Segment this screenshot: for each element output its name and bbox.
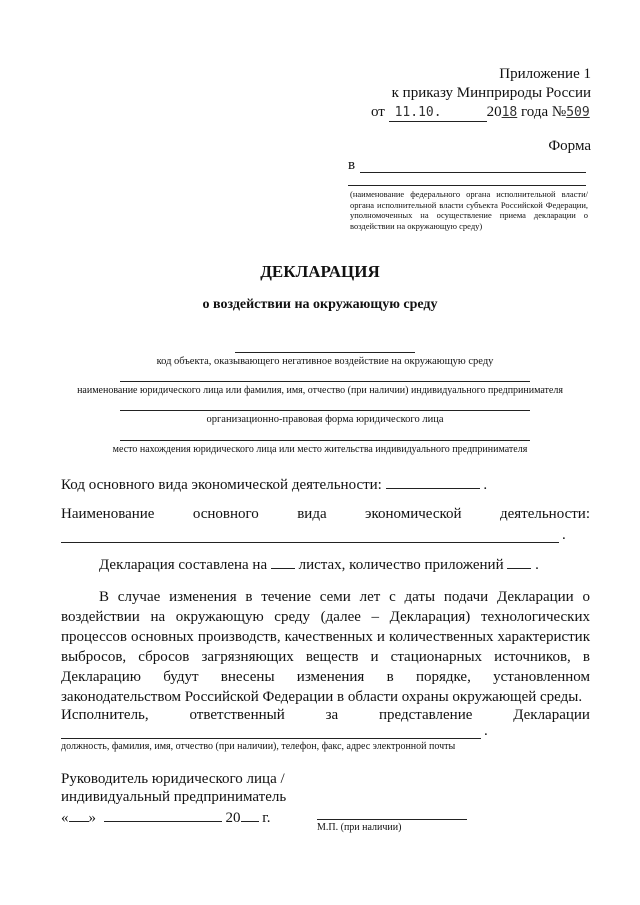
signature-year-suffix: г. xyxy=(262,810,271,826)
entity-name-caption: наименование юридического лица или фамилия, имя, отчество (при наличии) индивидуального предпринимателя xyxy=(77,385,563,396)
order-date-line xyxy=(371,104,590,122)
sheets-row xyxy=(99,554,539,574)
number-handwritten: 509 xyxy=(566,105,590,120)
activity-code-end: . xyxy=(483,477,488,493)
object-code-line[interactable] xyxy=(235,352,415,353)
recipient-line[interactable] xyxy=(360,172,586,173)
activity-code-row xyxy=(61,474,487,494)
year-suffix: года xyxy=(521,104,549,120)
activity-word-1: Наименование xyxy=(61,506,155,522)
paragraph-line-4: выбросов, сбросов загрязняющих веществ и стационарных источников, в xyxy=(61,649,590,665)
date-prefix: от xyxy=(371,104,385,120)
changes-paragraph xyxy=(61,587,590,707)
location-line[interactable] xyxy=(120,440,530,441)
activity-code-field[interactable] xyxy=(386,474,480,489)
executor-end: . xyxy=(484,723,488,739)
location-caption: место нахождения юридического лица или место жительства индивидуального предпринимателя xyxy=(112,444,528,455)
executor-word-1: Исполнитель, xyxy=(61,707,149,723)
activity-name-line[interactable] xyxy=(61,542,559,543)
legal-form-caption: организационно-правовая форма юридического лица xyxy=(206,414,444,425)
form-label: Форма xyxy=(548,138,591,154)
activity-name-end: . xyxy=(562,527,566,543)
date-handwritten: 11.10. xyxy=(394,105,442,120)
sheets-text-2: листах, количество приложений xyxy=(298,557,504,573)
quote-close: » xyxy=(88,810,96,826)
entity-name-line[interactable] xyxy=(120,381,530,382)
sheets-end: . xyxy=(535,557,539,573)
activity-word-5: деятельности: xyxy=(499,506,590,522)
activity-word-4: экономической xyxy=(365,506,462,522)
recipient-prefix: в xyxy=(348,157,356,173)
day-field[interactable] xyxy=(69,807,89,822)
paragraph-line-2: воздействии на окружающую среду (далее – Декларация) технологических xyxy=(61,609,590,625)
signature-date-row xyxy=(61,807,270,827)
year-field[interactable] xyxy=(241,807,259,822)
object-code-caption: код объекта, оказывающего негативное воздействие на окружающую среду xyxy=(156,356,494,367)
date-field[interactable] xyxy=(389,104,487,122)
executor-word-4: представление xyxy=(378,707,473,723)
year-handwritten: 18 xyxy=(501,105,518,120)
paragraph-line-1: В случае изменения в течение семи лет с даты подачи Декларации о xyxy=(99,589,590,605)
signature-field[interactable] xyxy=(317,819,467,820)
executor-word-5: Декларации xyxy=(513,707,590,723)
stamp-caption: М.П. (при наличии) xyxy=(317,822,402,833)
attachments-count-field[interactable] xyxy=(507,554,531,569)
number-label: № xyxy=(551,104,567,120)
document-subtitle: о воздействии на окружающую среду xyxy=(202,297,438,312)
signature-year: 20 xyxy=(225,810,241,826)
recipient-line-2[interactable] xyxy=(348,185,586,186)
signature-line-1: Руководитель юридического лица / xyxy=(61,771,285,787)
paragraph-line-5: Декларацию будут внесены изменения в порядке, установленном xyxy=(61,669,590,685)
legal-form-line[interactable] xyxy=(120,410,530,411)
executor-line[interactable] xyxy=(61,738,481,739)
paragraph-line-3: процессов основных производств, качественных и количественных характеристик xyxy=(61,629,590,645)
appendix-label: Приложение 1 xyxy=(499,66,591,82)
order-reference: к приказу Минприроды России xyxy=(391,85,591,101)
activity-code-label: Код основного вида экономической деятельности: xyxy=(61,477,382,493)
month-field[interactable] xyxy=(104,807,222,822)
signature-line-2: индивидуальный предприниматель xyxy=(61,789,287,805)
recipient-caption: (наименование федерального органа исполнительной власти/ органа исполнительной власти субъекта Российской Федерации, уполномоченных на осуществление приема декларации о воздействии на окружающую среду) xyxy=(350,189,588,231)
paragraph-line-6: законодательством Российской Федерации в области охраны окружающей среды. xyxy=(61,689,583,705)
quote-open: « xyxy=(61,810,69,826)
year-prefix: 20 xyxy=(486,104,502,120)
sheets-text-1: Декларация составлена на xyxy=(99,557,268,573)
activity-word-2: основного xyxy=(192,506,259,522)
executor-row xyxy=(61,707,590,724)
executor-word-3: за xyxy=(325,707,339,723)
sheets-count-field[interactable] xyxy=(271,554,295,569)
document-title: ДЕКЛАРАЦИЯ xyxy=(260,262,380,281)
activity-word-3: вида xyxy=(297,506,327,522)
executor-caption: должность, фамилия, имя, отчество (при наличии), телефон, факс, адрес электронной почты xyxy=(61,741,456,752)
executor-word-2: ответственный xyxy=(189,707,285,723)
activity-name-row xyxy=(61,506,590,523)
